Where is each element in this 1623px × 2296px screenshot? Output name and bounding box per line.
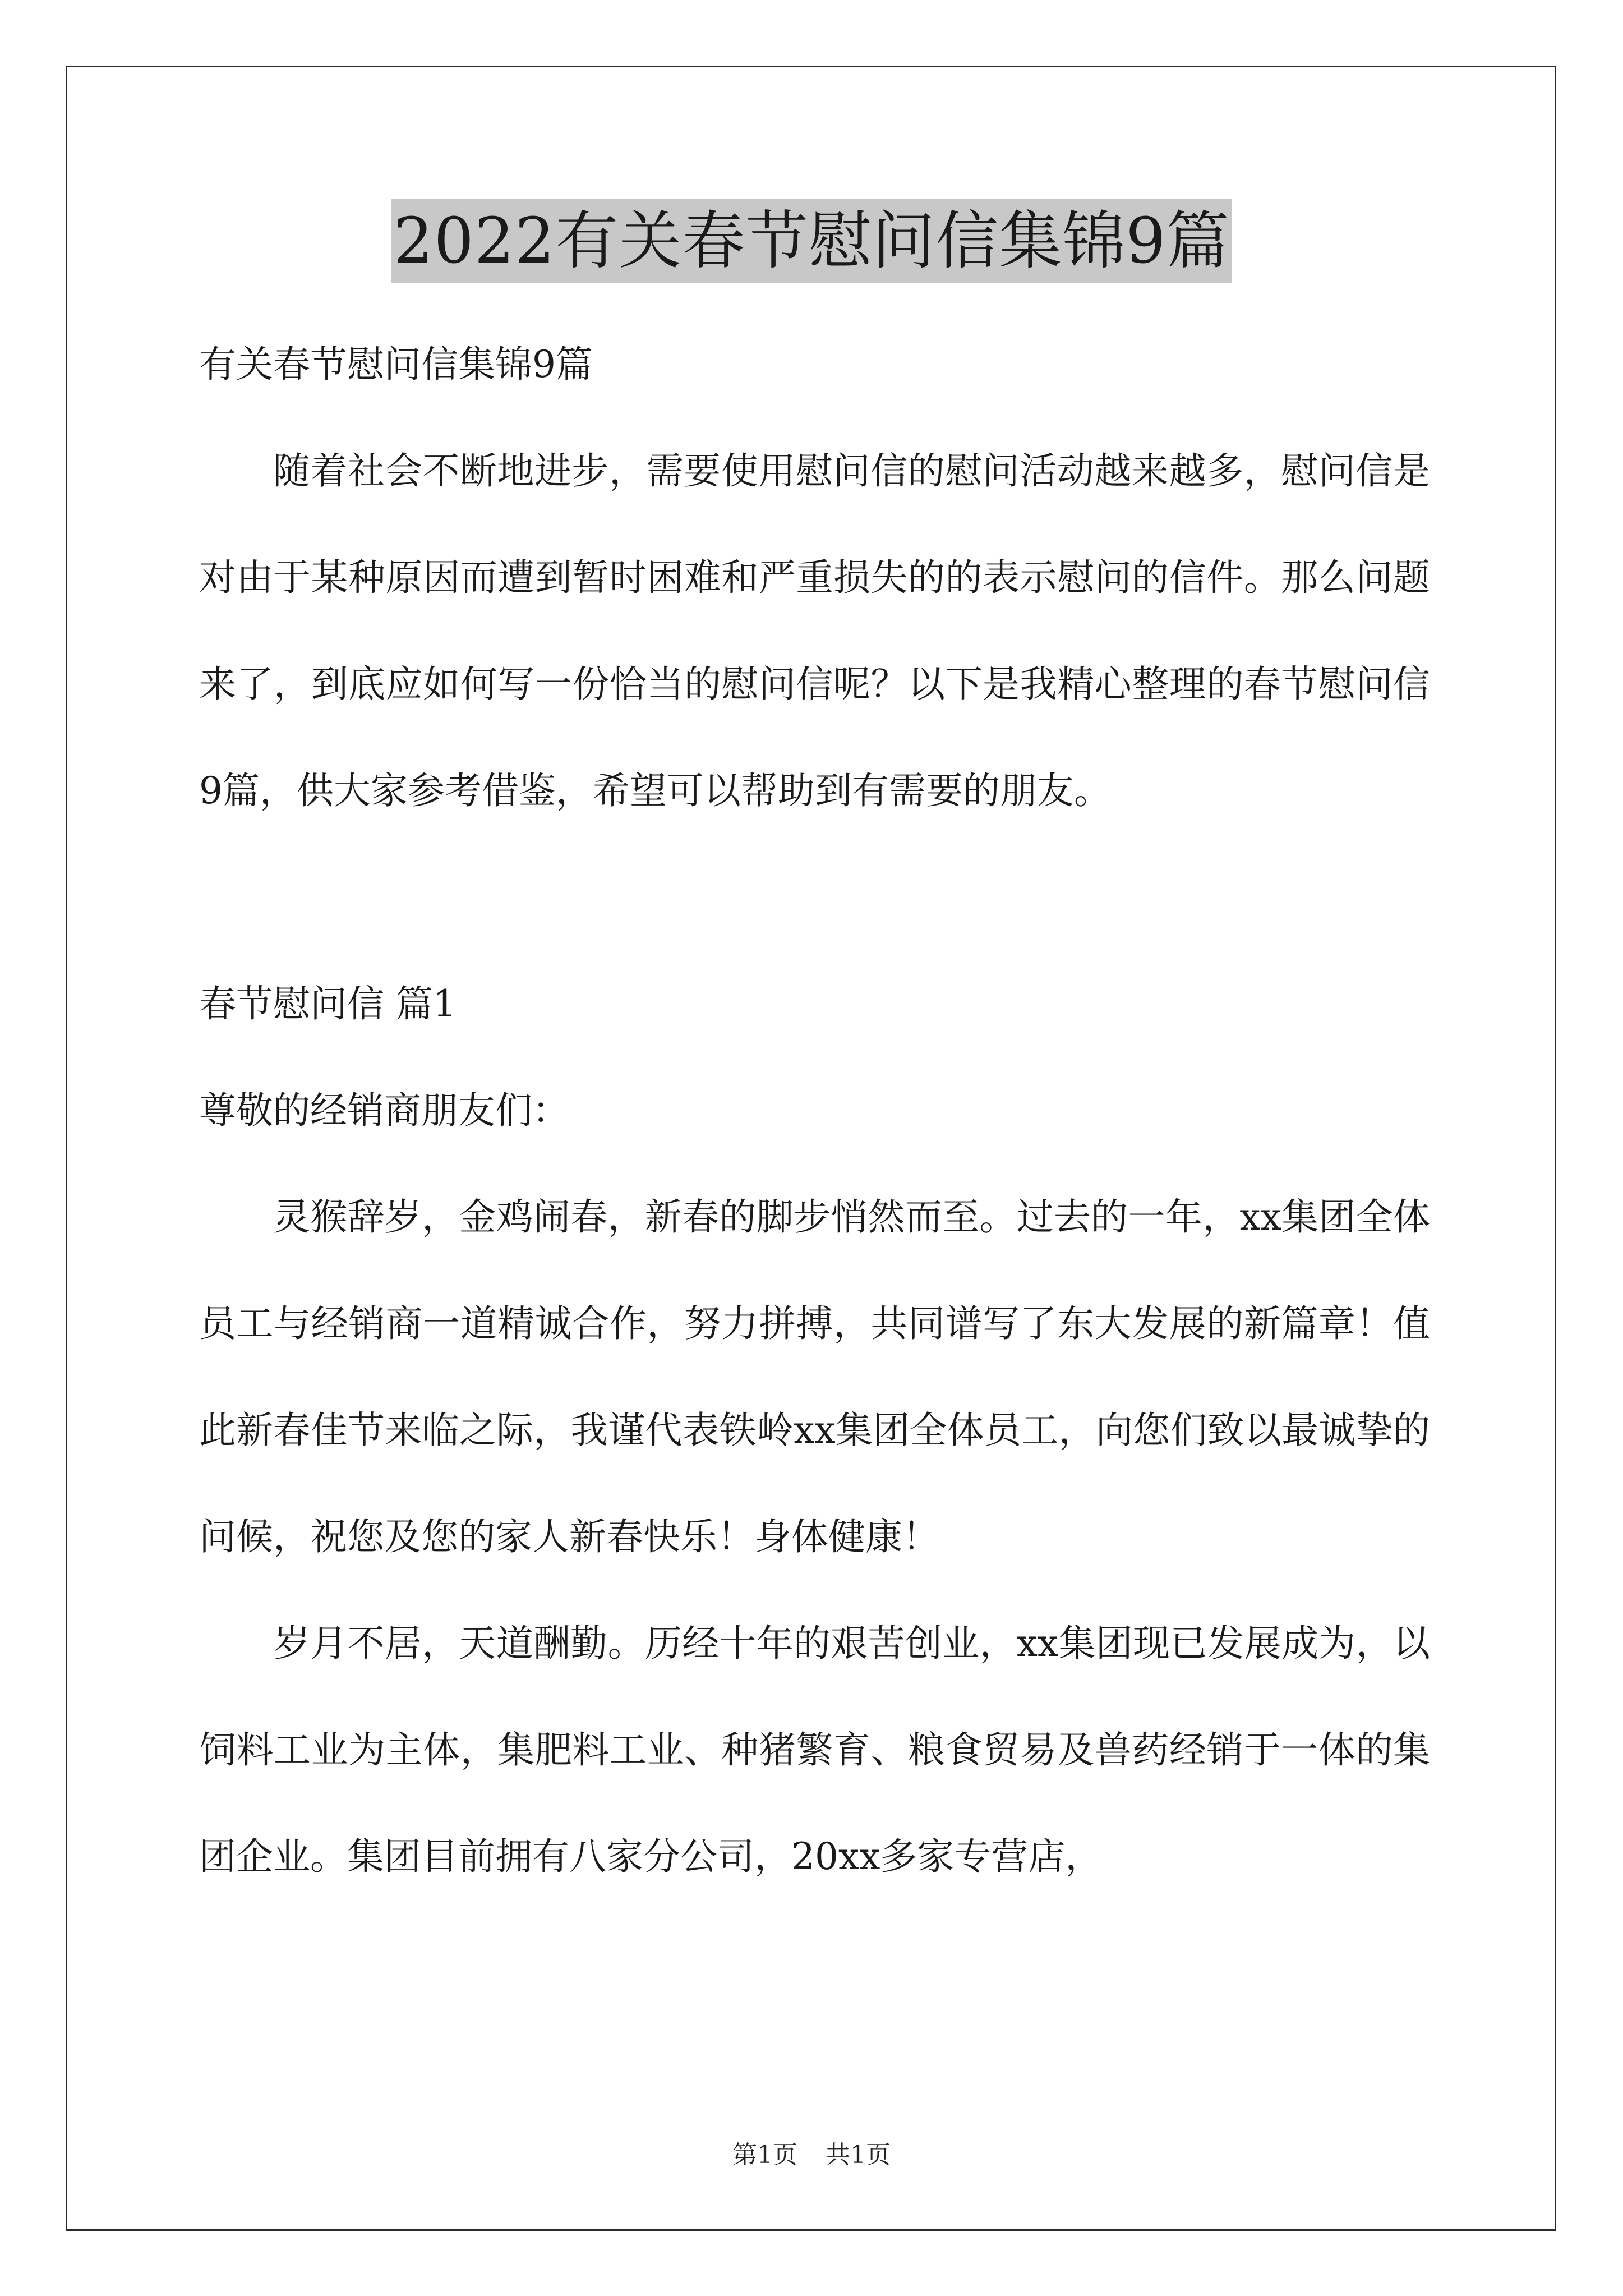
section-heading: 春节慰问信 篇1	[199, 982, 457, 1025]
body-paragraph-2: 岁月不居，天道酬勤。历经十年的艰苦创业，xx集团现已发展成为，以饲料工业为主体，集肥料工业、种猪繁育、粮食贸易及兽药经销于一体的集团企业。集团目前拥有八家分公司，20xx多家专营店，	[199, 1622, 1430, 1878]
document-body	[199, 311, 1430, 1910]
intro-paragraph: 随着社会不断地进步，需要使用慰问信的慰问活动越来越多，慰问信是对由于某种原因而遭到暂时困难和严重损失的的表示慰问的信件。那么问题来了，到底应如何写一份恰当的慰问信呢？以下是我精心整理的春节慰问信9篇，供大家参考借鉴，希望可以帮助到有需要的朋友。	[199, 449, 1430, 812]
document-title: 2022有关春节慰问信集锦9篇	[391, 199, 1232, 283]
document-subtitle: 有关春节慰问信集锦9篇	[199, 343, 593, 386]
title-block	[0, 199, 1623, 283]
page-footer	[0, 2138, 1623, 2172]
body-paragraph-1: 灵猴辞岁，金鸡闹春，新春的脚步悄然而至。过去的一年，xx集团全体员工与经销商一道精诚合作，努力拼搏，共同谱写了东大发展的新篇章！值此新春佳节来临之际，我谨代表铁岭xx集团全体员工，向您们致以最诚挚的问候，祝您及您的家人新春快乐！身体健康！	[199, 1195, 1430, 1558]
page-number-current: 第1页	[732, 2141, 797, 2169]
section-spacer	[199, 844, 1430, 951]
salutation: 尊敬的经销商朋友们：	[199, 1089, 569, 1132]
page-number-total: 共1页	[826, 2141, 891, 2169]
